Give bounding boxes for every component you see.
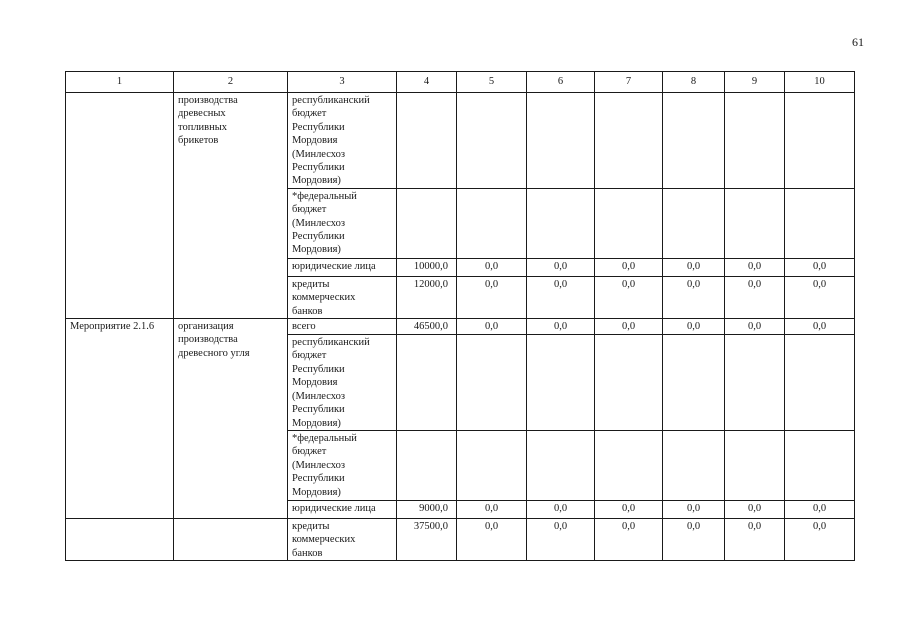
year-amount-cell <box>663 431 725 501</box>
year-amount-cell: 0,0 <box>595 276 663 318</box>
measure-name-line: древесных <box>178 108 226 120</box>
total-amount-cell: 9000,0 <box>397 501 457 519</box>
funding-source-line: бюджет <box>292 204 327 216</box>
year-amount-cell: 0,0 <box>663 519 725 561</box>
funding-source-line: бюджет <box>292 446 327 458</box>
total-amount-cell <box>397 335 457 431</box>
year-amount-cell: 0,0 <box>457 319 527 335</box>
funding-source-line: Республики <box>292 473 345 485</box>
year-amount-cell <box>457 431 527 501</box>
funding-source-line: республиканский <box>292 95 370 106</box>
measure-name-cell <box>174 519 288 561</box>
funding-source-line: бюджет <box>292 108 327 120</box>
table-row <box>66 319 855 335</box>
year-amount-cell: 0,0 <box>595 519 663 561</box>
funding-source-line: (Минлесхоз <box>292 390 346 402</box>
year-amount-cell: 0,0 <box>527 276 595 318</box>
funding-source-line: кредиты <box>292 278 330 290</box>
funding-source-line: Республики <box>292 404 345 416</box>
page-number: 61 <box>852 35 864 49</box>
column-header: 6 <box>527 72 595 93</box>
year-amount-cell <box>457 188 527 258</box>
funding-source-line: юридические лица <box>292 503 376 515</box>
year-amount-cell: 0,0 <box>725 501 785 519</box>
funding-source-cell <box>288 431 397 501</box>
year-amount-cell <box>663 335 725 431</box>
funding-source-line: Мордовия <box>292 135 338 147</box>
funding-source-line: Мордовия) <box>292 244 341 256</box>
year-amount-cell: 0,0 <box>725 276 785 318</box>
year-amount-cell: 0,0 <box>663 258 725 276</box>
year-amount-cell <box>725 335 785 431</box>
year-amount-cell <box>785 335 855 431</box>
funding-source-cell <box>288 501 397 519</box>
activity-cell <box>66 519 174 561</box>
activity-cell: Мероприятие 2.1.6 <box>66 319 174 519</box>
funding-source-cell <box>288 335 397 431</box>
funding-source-line: Мордовия) <box>292 417 341 429</box>
year-amount-cell <box>527 188 595 258</box>
year-amount-cell <box>527 335 595 431</box>
funding-source-line: Мордовия <box>292 377 338 389</box>
funding-source-line: кредиты <box>292 521 330 533</box>
funding-source-line: (Минлесхоз <box>292 459 346 471</box>
funding-source-line: (Минлесхоз <box>292 217 346 229</box>
funding-source-line: всего <box>292 321 316 333</box>
year-amount-cell: 0,0 <box>595 501 663 519</box>
budget-table <box>65 71 855 561</box>
funding-source-line: республиканский <box>292 337 370 349</box>
funding-source-line: Республики <box>292 363 345 375</box>
column-header: 2 <box>174 72 288 93</box>
funding-source-line: Республики <box>292 162 345 174</box>
funding-source-line: (Минлесхоз <box>292 148 346 160</box>
total-amount-cell: 37500,0 <box>397 519 457 561</box>
year-amount-cell <box>663 93 725 189</box>
year-amount-cell <box>595 188 663 258</box>
funding-source-line: коммерческих <box>292 292 356 304</box>
total-amount-cell: 12000,0 <box>397 276 457 318</box>
column-header: 5 <box>457 72 527 93</box>
total-amount-cell <box>397 431 457 501</box>
table-row <box>66 93 855 189</box>
column-header: 8 <box>663 72 725 93</box>
year-amount-cell: 0,0 <box>725 519 785 561</box>
year-amount-cell: 0,0 <box>527 319 595 335</box>
activity-cell <box>66 93 174 319</box>
year-amount-cell: 0,0 <box>457 276 527 318</box>
measure-name-line: производства <box>178 334 238 346</box>
funding-source-line: Республики <box>292 121 345 133</box>
measure-name-line: топливных <box>178 121 228 133</box>
year-amount-cell: 0,0 <box>725 258 785 276</box>
funding-source-line: Республики <box>292 231 345 243</box>
funding-source-cell <box>288 519 397 561</box>
funding-source-line: *федеральный <box>292 190 357 202</box>
year-amount-cell: 0,0 <box>457 501 527 519</box>
year-amount-cell <box>457 335 527 431</box>
funding-source-line: бюджет <box>292 350 327 362</box>
funding-source-cell <box>288 276 397 318</box>
year-amount-cell: 0,0 <box>527 501 595 519</box>
funding-source-cell <box>288 319 397 335</box>
funding-source-line: банков <box>292 305 323 317</box>
year-amount-cell <box>725 188 785 258</box>
funding-source-cell <box>288 93 397 189</box>
total-amount-cell <box>397 93 457 189</box>
year-amount-cell: 0,0 <box>595 258 663 276</box>
year-amount-cell: 0,0 <box>527 519 595 561</box>
funding-source-cell <box>288 258 397 276</box>
measure-name-line: организация <box>178 321 234 333</box>
year-amount-cell <box>785 188 855 258</box>
measure-name-cell <box>174 319 288 519</box>
measure-name-cell <box>174 93 288 319</box>
year-amount-cell <box>663 188 725 258</box>
header-row <box>66 72 855 93</box>
funding-source-line: Мордовия) <box>292 175 341 187</box>
year-amount-cell: 0,0 <box>663 319 725 335</box>
column-header: 9 <box>725 72 785 93</box>
measure-name-line: брикетов <box>178 135 219 147</box>
total-amount-cell <box>397 188 457 258</box>
column-header: 10 <box>785 72 855 93</box>
column-header: 7 <box>595 72 663 93</box>
year-amount-cell: 0,0 <box>785 276 855 318</box>
year-amount-cell: 0,0 <box>663 276 725 318</box>
year-amount-cell <box>785 93 855 189</box>
year-amount-cell: 0,0 <box>663 501 725 519</box>
year-amount-cell: 0,0 <box>785 258 855 276</box>
year-amount-cell: 0,0 <box>595 319 663 335</box>
column-header: 3 <box>288 72 397 93</box>
year-amount-cell <box>725 431 785 501</box>
year-amount-cell: 0,0 <box>725 319 785 335</box>
funding-source-line: банков <box>292 547 323 559</box>
year-amount-cell: 0,0 <box>785 519 855 561</box>
year-amount-cell <box>527 93 595 189</box>
measure-name-line: древесного угля <box>178 347 250 359</box>
funding-source-line: коммерческих <box>292 534 356 546</box>
funding-source-line: *федеральный <box>292 433 357 445</box>
table-row <box>66 519 855 561</box>
year-amount-cell: 0,0 <box>457 519 527 561</box>
year-amount-cell <box>785 431 855 501</box>
year-amount-cell: 0,0 <box>785 501 855 519</box>
year-amount-cell: 0,0 <box>457 258 527 276</box>
measure-name-line: производства <box>178 95 238 106</box>
year-amount-cell <box>725 93 785 189</box>
year-amount-cell <box>527 431 595 501</box>
funding-source-line: юридические лица <box>292 260 376 272</box>
column-header: 4 <box>397 72 457 93</box>
year-amount-cell <box>457 93 527 189</box>
funding-source-line: Мордовия) <box>292 486 341 498</box>
year-amount-cell <box>595 431 663 501</box>
year-amount-cell: 0,0 <box>785 319 855 335</box>
funding-source-cell <box>288 188 397 258</box>
year-amount-cell <box>595 93 663 189</box>
total-amount-cell: 46500,0 <box>397 319 457 335</box>
year-amount-cell: 0,0 <box>527 258 595 276</box>
total-amount-cell: 10000,0 <box>397 258 457 276</box>
column-header: 1 <box>66 72 174 93</box>
year-amount-cell <box>595 335 663 431</box>
